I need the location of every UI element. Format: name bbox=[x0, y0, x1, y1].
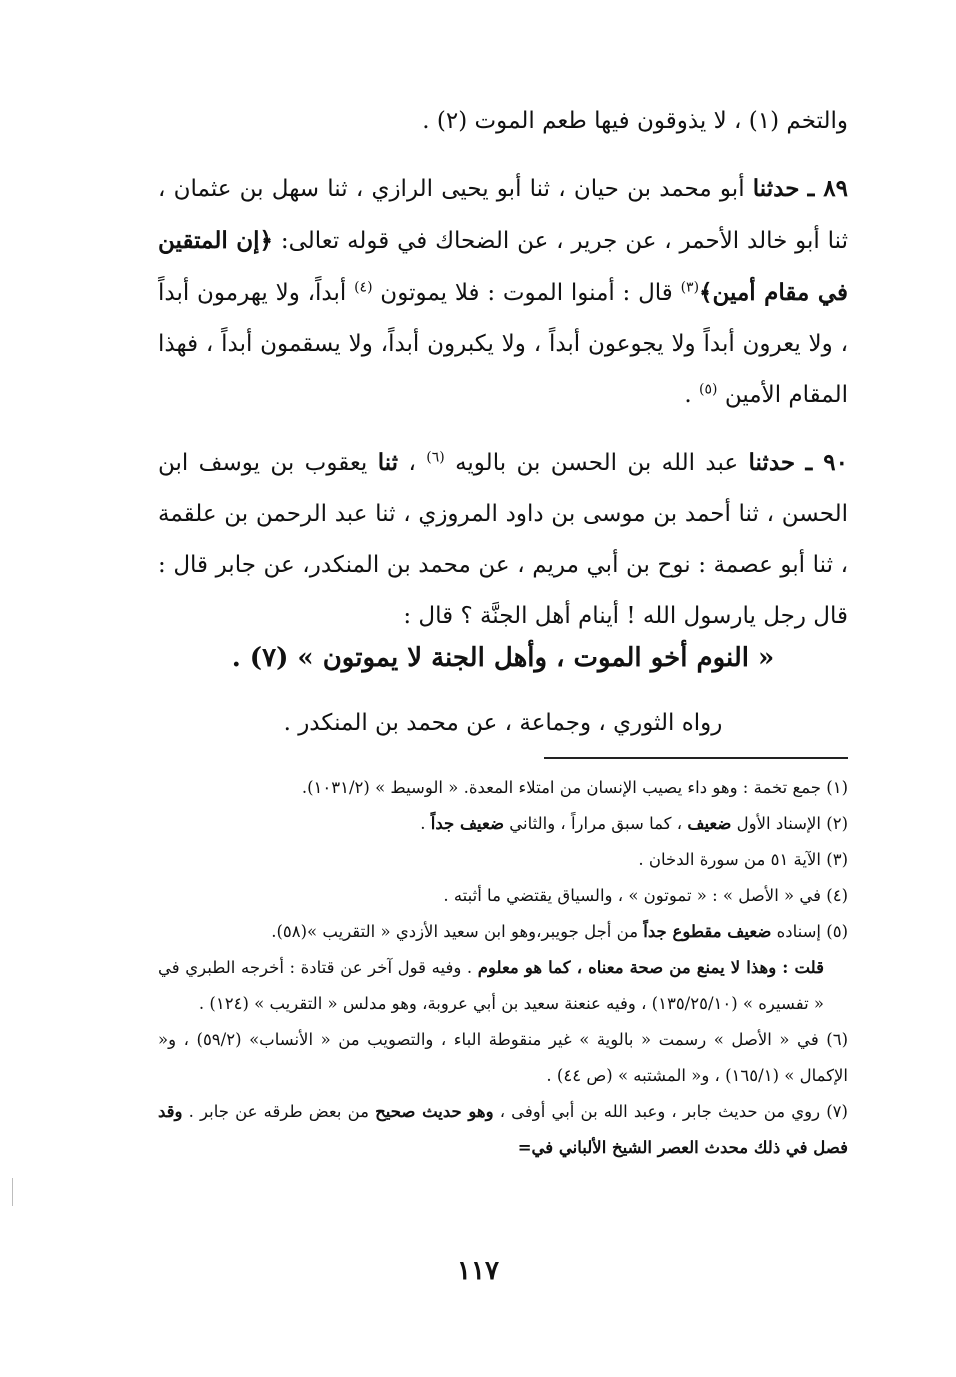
footnote-text: (٥) إسناده bbox=[771, 922, 848, 941]
grading-very-weak: ضعيف مقطوع جداً bbox=[643, 922, 772, 941]
footnote-text: . bbox=[420, 814, 431, 833]
hadith-text: « النوم أخو الموت ، وأهل الجنة لا يموتون » (٧) . bbox=[231, 643, 775, 673]
footnote-ref-6: (٦) bbox=[426, 449, 445, 466]
thana-label: ثنا bbox=[377, 449, 399, 476]
footnote-text: . وفيه قول آخر عن قتادة : أخرجه الطبري في « تفسيره » (١٣٥/٢٥/١٠) ، وفيه عنعنة سعيد بن أبي عروبة، وهو مدلس « التقريب » (١٢٤) . bbox=[158, 958, 824, 1013]
haddathana-label: حدثنا bbox=[748, 449, 796, 476]
text-segment: . bbox=[684, 382, 700, 408]
text-segment: ، bbox=[398, 450, 427, 476]
isnad-text: أبو محمد بن حيان ، ثنا أبو يحيى الرازي ، ثنا سهل بن عثمان ، ثنا أبو خالد الأحمر ، عن جرير ، عن الضحاك في قوله تعالى: bbox=[158, 176, 848, 254]
footnote-text: من أجل جويبر،وهو ابن سعيد الأزدي « التقريب »(٥٨). bbox=[271, 922, 644, 941]
hadith-number-90: ٩٠ ـ bbox=[805, 449, 849, 476]
footnote-5 bbox=[158, 914, 848, 950]
footnote-1: (١) جمع تخمة : وهو داء يصيب الإنسان من امتلاء المعدة. « الوسيط » (١٠٣١/٢). bbox=[301, 778, 848, 797]
isnad-text: يعقوب بن يوسف ابن الحسن ، ثنا أحمد بن موسى بن داود المروزي ، ثنا عبد الرحمن بن علقمة ، ثنا أبو عصمة : نوح بن أبي مريم ، عن محمد بن المنكدر، عن جابر قال : قال رجل يارسول الله ! أينام أهل الجنَّة ؟ قال : bbox=[158, 450, 848, 629]
paragraph-89 bbox=[158, 163, 848, 421]
footnote-ref-3: (٣) bbox=[680, 279, 700, 296]
comment-bold: قلت : وهذا لا يمنع من صحة معناه ، كما هو معلوم bbox=[477, 958, 825, 977]
footnote-ref-4: (٤) bbox=[354, 279, 373, 296]
grading-weak: ضعيف bbox=[687, 814, 732, 833]
footnote-6: (٦) في « الأصل » رسمت « بالوية » غير منقوطة الباء ، والتصويب من « الأنساب» (٥٩/٢) ، و« الإكمال » (١٦٥/١) ، و« المشتبه » (ص ٤٤) . bbox=[158, 1030, 849, 1085]
footnote-separator bbox=[544, 757, 848, 759]
footnote-text: ، كما سبق مراراً ، والثاني bbox=[503, 814, 688, 833]
footnote-text: (٧) روي من حديث جابر ، وعبد الله بن أبي أوفى ، bbox=[493, 1102, 848, 1121]
footnote-text: (٢) الإسناد الأول bbox=[731, 814, 848, 833]
footnote-4: (٤) في « الأصل » : « تموتون » ، والسياق يقتضي ما أثبته . bbox=[443, 886, 848, 905]
text-segment: قال : أمنوا الموت : فلا يموتون bbox=[372, 280, 681, 306]
footnote-7 bbox=[158, 1094, 848, 1166]
quran-verse: ﴿إن المتقين في مقام أمين﴾ bbox=[158, 227, 848, 306]
footnote-text: من بعض طرقه عن جابر . bbox=[182, 1102, 376, 1121]
isnad-text: عبد الله بن الحسن بن بالويه bbox=[444, 450, 749, 476]
scan-edge-mark bbox=[12, 1178, 13, 1206]
comment-bold: وقد فصل في ذلك محدث العصر الشيخ الألباني في= bbox=[158, 1102, 848, 1157]
footnote-2 bbox=[158, 806, 848, 842]
narration-note: رواه الثوري ، وجماعة ، عن محمد بن المنكدر . bbox=[283, 710, 723, 736]
page-number: ١١٧ bbox=[457, 1256, 499, 1286]
grading-very-weak: ضعيف جداً bbox=[430, 814, 504, 833]
paragraph-opening: والتخم (١) ، لا يذوقون فيها طعم الموت (٢) . bbox=[422, 108, 848, 134]
haddathana-label: حدثنا bbox=[752, 175, 800, 202]
text-segment: أبداً، ولا يهرمون أبداً ، ولا يعرون أبداً ولا يجوعون أبداً ، ولا يكبرون أبداً، ولا يسقمون أبداً ، فهذا المقام الأمين bbox=[158, 280, 848, 408]
grading-sahih: وهو حديث صحيح bbox=[375, 1102, 494, 1121]
footnote-ref-5: (٥) bbox=[699, 381, 718, 398]
footnotes bbox=[158, 770, 848, 1166]
main-text bbox=[158, 96, 848, 642]
footnote-3: (٣) الآية ٥١ من سورة الدخان . bbox=[638, 850, 848, 869]
paragraph-90 bbox=[158, 437, 848, 642]
hadith-number-89: ٨٩ ـ bbox=[807, 175, 848, 202]
footnote-5-comment bbox=[158, 950, 848, 1022]
